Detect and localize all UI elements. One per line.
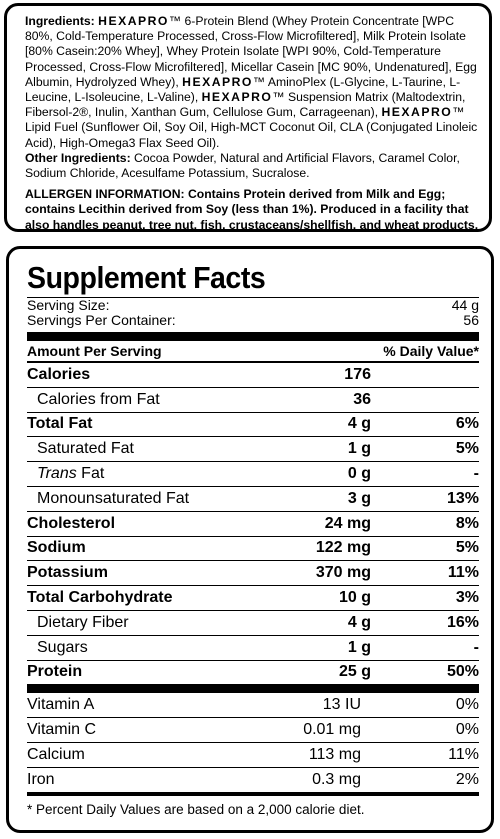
nutrient-amount: 4 g xyxy=(347,613,371,631)
nutrient-dv: 50% xyxy=(446,663,479,681)
other-ingredients-label: Other Ingredients: xyxy=(25,150,131,165)
supplement-facts-title: Supplement Facts xyxy=(27,260,266,295)
nutrient-row xyxy=(27,636,479,661)
hexapro-brand: HEXAPRO xyxy=(201,90,273,105)
nutrient-dv: 5% xyxy=(455,440,479,458)
vitamin-name: Vitamin A xyxy=(27,696,95,714)
nutrient-name: Potassium xyxy=(27,564,108,582)
vitamin-dv: 0% xyxy=(455,721,479,739)
nutrient-name: Calories xyxy=(27,365,91,383)
nutrient-amount: 10 g xyxy=(338,589,371,607)
ingredients-text-4: Lipid Fuel (Sunflower Oil, Soy Oil, High-MCT Coconut Oil, CLA (Conjugated Linoleic Acid), High-Omega3 Flax Seed Oil). xyxy=(25,120,478,150)
vitamin-dv: 11% xyxy=(448,745,479,763)
nutrient-amount: 25 g xyxy=(338,663,371,681)
allergen-label: ALLERGEN INFORMATION: xyxy=(25,187,185,202)
nutrient-row xyxy=(27,388,479,413)
hexapro-brand: HEXAPRO xyxy=(381,105,453,120)
nutrient-amount: 36 xyxy=(353,390,371,408)
ingredients-text-1: 6-Protein Blend (Whey Protein Concentrate [WPC 80%, Cold-Temperature Processed, Cross-Flow Microfiltered], Milk Protein Isolate [80% Casein:20% Whey], Whey Protein Isolate [WPI 90%, Cold-Temperature Processed, Cross-Flow Microfiltered], Micellar Casein [MC 90%, Undenatured], Egg Albumin, Hydrolyzed Whey), xyxy=(25,14,477,89)
nutrient-name: Saturated Fat xyxy=(37,440,134,458)
hexapro-brand: HEXAPRO xyxy=(98,14,169,28)
nutrient-dv: 11% xyxy=(447,564,479,582)
other-ingredients-text: Cocoa Powder, Natural and Artificial Flavors, Caramel Color, Sodium Chloride, Acesulfame Potassium, Sucralose. xyxy=(25,150,460,181)
nutrient-row xyxy=(27,561,479,586)
hexapro-brand: HEXAPRO xyxy=(182,74,253,89)
nutrient-row xyxy=(27,586,479,611)
column-header xyxy=(27,341,479,363)
vitamin-name: Calcium xyxy=(27,745,85,763)
nutrient-amount: 0 g xyxy=(347,465,371,483)
vitamin-name: Vitamin C xyxy=(27,721,97,739)
trademark: ™ xyxy=(452,105,465,120)
vitamin-amount: 113 mg xyxy=(308,745,361,763)
nutrient-name: Protein xyxy=(27,663,83,681)
nutrient-name: Cholesterol xyxy=(27,514,116,532)
daily-value-header: % Daily Value* xyxy=(383,343,479,359)
serving-size-row xyxy=(27,298,479,313)
ingredients-text xyxy=(25,14,479,151)
nutrient-name: Dietary Fiber xyxy=(37,613,129,631)
amount-per-serving-header: Amount Per Serving xyxy=(27,343,162,359)
trademark: ™ xyxy=(272,90,285,105)
vitamin-row xyxy=(27,768,479,792)
footnote: * Percent Daily Values are based on a 2,000 calorie diet. xyxy=(27,801,365,817)
nutrient-row xyxy=(27,611,479,636)
trans-italic: Trans xyxy=(37,465,77,483)
nutrient-amount: 122 mg xyxy=(315,539,371,557)
nutrient-row xyxy=(27,462,479,487)
vitamin-row xyxy=(27,693,479,718)
ingredients-text-2: AminoPlex (L-Glycine, L-Taurine, L-Leucine, L-Isoleucine, L-Valine), xyxy=(25,74,461,105)
ingredients-panel xyxy=(4,3,492,232)
nutrient-name xyxy=(27,465,251,483)
nutrient-row xyxy=(27,661,479,685)
ingredients-label: Ingredients: xyxy=(25,14,95,28)
allergen-text: Contains Protein derived from Milk and Egg; contains Lecithin derived from Soy (less than 1%). Produced in a facility that also handles peanut, tree nut, fish, crustaceans/shellfish, and wheat products. xyxy=(25,187,479,232)
vitamin-amount: 0.3 mg xyxy=(312,770,361,788)
nutrient-name: Sugars xyxy=(37,638,88,656)
thick-divider xyxy=(27,332,479,341)
nutrient-name: Sodium xyxy=(27,539,86,557)
fat-word: Fat xyxy=(76,465,105,483)
thick-divider xyxy=(27,684,479,693)
servings-per-container-row xyxy=(27,313,479,328)
nutrient-name: Total Carbohydrate xyxy=(27,589,173,607)
allergen-info xyxy=(25,187,479,233)
nutrient-amount: 370 mg xyxy=(315,564,371,582)
nutrient-amount: 176 xyxy=(344,365,371,383)
nutrient-name: Total Fat xyxy=(27,415,93,433)
nutrient-amount: 4 g xyxy=(347,415,371,433)
servings-value: 56 xyxy=(463,312,479,328)
nutrient-amount: 24 mg xyxy=(324,514,371,532)
other-ingredients xyxy=(25,151,479,181)
nutrient-row xyxy=(27,413,479,438)
nutrient-row xyxy=(27,437,479,462)
vitamin-amount: 13 IU xyxy=(322,696,361,714)
nutrient-row xyxy=(27,537,479,562)
nutrient-name: Calories from Fat xyxy=(37,390,160,408)
nutrient-dv: 5% xyxy=(455,539,479,557)
nutrient-dv: 16% xyxy=(446,613,479,631)
nutrient-row xyxy=(27,487,479,512)
vitamin-dv: 0% xyxy=(455,696,479,714)
nutrient-dv: 13% xyxy=(446,489,479,507)
supplement-facts-panel xyxy=(6,246,494,833)
nutrient-row xyxy=(27,363,479,388)
nutrient-dv: 3% xyxy=(455,589,479,607)
vitamin-row xyxy=(27,743,479,768)
nutrient-name: Monounsaturated Fat xyxy=(37,489,190,507)
nutrient-dv: 6% xyxy=(455,415,479,433)
divider xyxy=(27,792,479,796)
vitamin-row xyxy=(27,718,479,743)
nutrient-amount: 1 g xyxy=(347,440,371,458)
serving-size-value: 44 g xyxy=(451,297,479,313)
trademark: ™ xyxy=(252,74,266,89)
vitamin-dv: 2% xyxy=(455,770,479,788)
nutrient-dv: - xyxy=(473,638,479,656)
serving-size-label: Serving Size: xyxy=(27,297,110,313)
nutrient-dv: 8% xyxy=(455,514,479,532)
nutrient-amount: 3 g xyxy=(347,489,371,507)
vitamin-name: Iron xyxy=(27,770,55,788)
nutrient-row xyxy=(27,512,479,537)
nutrient-dv: - xyxy=(473,465,479,483)
trademark: ™ xyxy=(168,14,182,28)
vitamin-amount: 0.01 mg xyxy=(303,721,361,739)
ingredients-text-3: Suspension Matrix (Maltodextrin, Fibersol-2®, Inulin, Xanthan Gum, Cellulose Gum, Carrageenan), xyxy=(25,90,466,120)
servings-label: Servings Per Container: xyxy=(27,312,176,328)
nutrient-amount: 1 g xyxy=(347,638,371,656)
